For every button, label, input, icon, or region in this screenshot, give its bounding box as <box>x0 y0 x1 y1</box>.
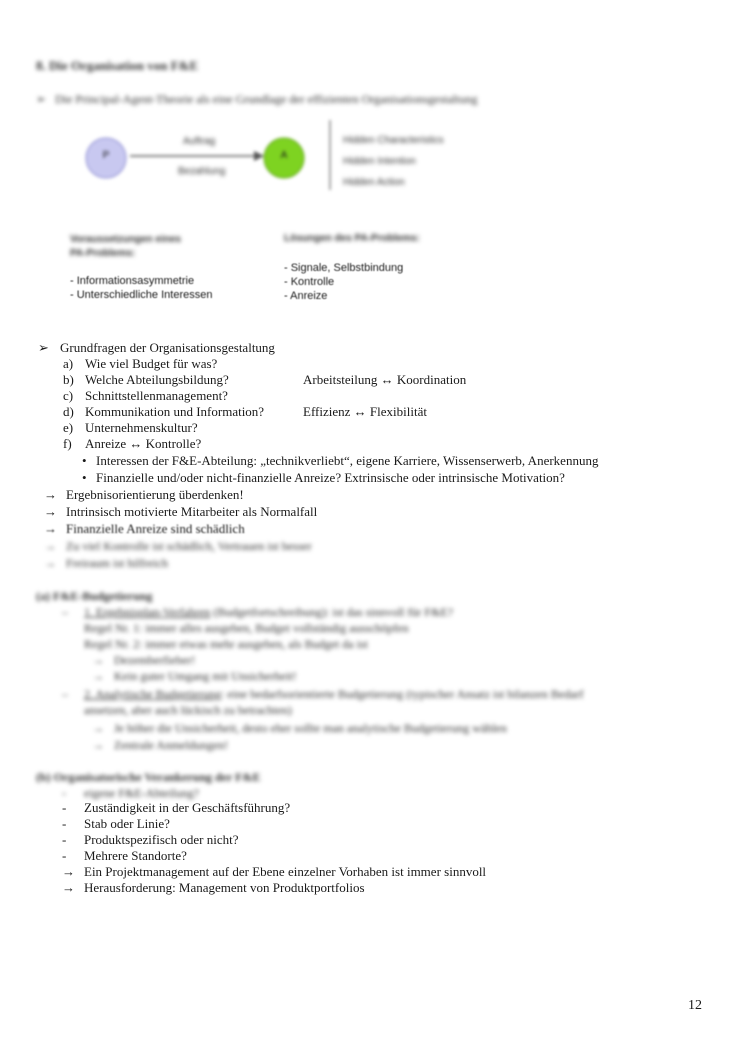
right-arrow-icon: → <box>62 864 75 879</box>
budget-heading: (a) F&E-Budgetierung <box>36 589 153 603</box>
hidden-item: Hidden Characteristics <box>343 135 444 146</box>
conclusion-line <box>44 487 244 503</box>
conclusion-text: Intrinsisch motivierte Mitarbeiter als Normalfall <box>66 504 318 519</box>
prereq-heading <box>70 233 181 261</box>
item-marker: a) <box>63 356 74 371</box>
dash-bullet: – <box>62 687 68 701</box>
conclusion-line <box>44 555 168 571</box>
right-arrow-icon: → <box>62 880 75 895</box>
grundfragen-item <box>63 372 229 388</box>
right-arrow-icon: → <box>92 738 104 752</box>
dash-bullet: - <box>62 848 67 863</box>
principal-node-label: P <box>102 150 110 161</box>
item-text: Schnittstellenmanagement? <box>85 388 228 403</box>
item-text: Unternehmenskultur? <box>85 420 198 435</box>
grundfragen-item <box>63 420 198 436</box>
item-text: Wie viel Budget für was? <box>85 356 218 371</box>
right-arrow-icon: → <box>92 721 104 735</box>
conclusion-line <box>44 538 312 554</box>
item-text: Anreize ↔ Kontrolle? <box>85 436 202 451</box>
org-item-text: Stab oder Linie? <box>84 816 170 831</box>
intro-item <box>36 92 477 107</box>
item-marker: f) <box>63 436 72 451</box>
intro-bullet-icon: ➢ <box>36 92 47 106</box>
prereq-item: - Informationsasymmetrie <box>70 275 195 287</box>
grundfragen-item <box>63 356 217 372</box>
conclusion-text: Finanzielle Anreize sind schädlich <box>66 521 245 536</box>
pa-arrowhead <box>254 151 264 161</box>
intro-item-text: Die Principal-Agent-Theorie als eine Grundlage der effizienten Organisationsgestaltung <box>55 92 478 106</box>
item-note: Effizienz ↔ Flexibilität <box>303 404 427 419</box>
org-arrow-text: Ein Projektmanagement auf der Ebene einzelner Vorhaben ist immer sinnvoll <box>84 864 487 879</box>
conclusion-text: Ergebnisorientierung überdenken! <box>66 487 244 502</box>
diagram-top-label: Auftrag <box>183 136 216 147</box>
grundfragen-title <box>38 340 275 356</box>
section-title: 8. Die Organisation von F&E <box>36 58 199 73</box>
budget-rule: Regel Nr. 2: immer etwas mehr ausgeben, als Budget da ist <box>84 637 368 651</box>
item-text: Welche Abteilungsbildung? <box>85 372 229 387</box>
grundfragen-item <box>63 436 201 452</box>
conclusion-line <box>44 521 245 537</box>
org-item-text: Produktspezifisch oder nicht? <box>84 832 239 847</box>
item-marker: e) <box>63 420 74 435</box>
grundfragen-item <box>63 404 264 420</box>
solution-item: - Kontrolle <box>284 276 335 288</box>
prereq-heading-line-2: PA-Problems: <box>70 248 136 259</box>
grundfragen-title-text: Grundfragen der Organisationsgestaltung <box>60 340 275 355</box>
org-arrow-line <box>62 880 365 896</box>
budget-item-2-cont: ansetzen, aber auch lückisch zu betrachten) <box>84 703 292 717</box>
org-item-text: Zuständigkeit in der Geschäftsführung? <box>84 800 291 815</box>
budget-arrow-text: Kein guter Umgang mit Unsicherheit! <box>114 669 297 683</box>
dot-bullet-icon: • <box>82 453 87 468</box>
budget-arrow-line <box>92 652 195 668</box>
budget-item-2 <box>62 686 584 702</box>
right-arrow-icon: → <box>44 539 56 553</box>
conclusion-text: Freiraum ist hilfreich <box>66 556 168 570</box>
bullet-text: Interessen der F&E-Abteilung: „technikverliebt“, eigene Karriere, Wissenserwerb, Anerkennung <box>96 453 599 468</box>
org-arrow-text: Herausforderung: Management von Produktportfolios <box>84 880 365 895</box>
dot-bullet-icon: • <box>82 470 87 485</box>
diagram-bottom-label: Bezahlung <box>178 166 226 177</box>
budget-arrow-line <box>92 668 297 684</box>
right-arrow-icon: → <box>44 521 57 536</box>
arrow-bullet-icon: ➢ <box>38 340 49 355</box>
budget-arrow-line <box>92 737 228 753</box>
conclusion-line <box>44 504 317 520</box>
budget-arrow-text: Je höher die Unsicherheit, desto eher sollte man analytische Budgetierung wählen <box>114 721 507 735</box>
dash-bullet: - <box>62 800 67 815</box>
budget-item-1 <box>62 604 453 620</box>
dash-bullet: – <box>62 605 68 619</box>
budget-arrow-text: Zentrale Anmeldungen! <box>114 738 229 752</box>
item-text: Kommunikation und Information? <box>85 404 265 419</box>
solutions-list <box>284 261 403 303</box>
org-item-text: eigene F&E-Abteilung? <box>84 786 199 800</box>
org-item <box>62 816 170 832</box>
prereq-heading-line-1: Voraussetzungen eines <box>70 234 181 245</box>
hidden-item: Hidden Intention <box>343 156 416 167</box>
org-heading: (b) Organisatorische Verankerung der F&E <box>36 770 261 784</box>
budget-item-1-title: 1. Ergebnisplan-Verfahren <box>84 605 211 619</box>
hidden-item: Hidden Action <box>343 177 405 188</box>
agent-node-label: A <box>280 150 288 161</box>
bullet-text: Finanzielle und/oder nicht-finanzielle Anreize? Extrinsische oder intrinsische Motivation? <box>96 470 565 485</box>
right-arrow-icon: → <box>92 669 104 683</box>
conclusion-text: Zu viel Kontrolle ist schädlich, Vertrauen ist besser <box>66 539 312 553</box>
right-arrow-icon: → <box>44 556 56 570</box>
org-item <box>62 800 290 816</box>
hidden-list <box>343 130 444 193</box>
item-marker: c) <box>63 388 74 403</box>
item-marker: b) <box>63 372 74 387</box>
grundfragen-item <box>63 388 228 404</box>
dash-bullet: - <box>62 816 67 831</box>
budget-arrow-text: Dezemberfieber! <box>114 653 196 667</box>
budget-rule: Regel Nr. 1: immer alles ausgeben, Budget vollständig ausschöpfen <box>84 621 409 635</box>
page-number: 12 <box>688 998 702 1013</box>
item-marker: d) <box>63 404 74 419</box>
prereq-item: - Unterschiedliche Interessen <box>70 289 213 301</box>
budget-item-2-rest: : eine bedarfsorientierte Budgetierung (typischer Ansatz ist bilanzen Bedarf <box>220 687 584 701</box>
dash-bullet: - <box>62 832 67 847</box>
org-arrow-line <box>62 864 486 880</box>
dash-bullet: - <box>62 786 66 800</box>
prereq-list <box>70 274 212 302</box>
right-arrow-icon: → <box>44 487 57 502</box>
org-item <box>62 785 199 801</box>
budget-item-2-title: 2. Analytische Budgetierung <box>84 687 221 701</box>
right-arrow-icon: → <box>44 504 57 519</box>
budget-arrow-line <box>92 720 507 736</box>
solutions-heading: Lösungen des PA-Problems: <box>284 233 420 244</box>
org-item <box>62 832 239 848</box>
grundfragen-bullet <box>82 453 598 469</box>
budget-item-1-rest: (Budgetfortschreibung): ist das sinnvoll für F&E? <box>210 605 454 619</box>
grundfragen-bullet <box>82 470 565 486</box>
org-item <box>62 848 187 864</box>
item-note: Arbeitsteilung ↔ Koordination <box>303 372 467 387</box>
solution-item: - Signale, Selbstbindung <box>284 262 404 274</box>
right-arrow-icon: → <box>92 653 104 667</box>
solution-item: - Anreize <box>284 290 328 302</box>
org-item-text: Mehrere Standorte? <box>84 848 187 863</box>
